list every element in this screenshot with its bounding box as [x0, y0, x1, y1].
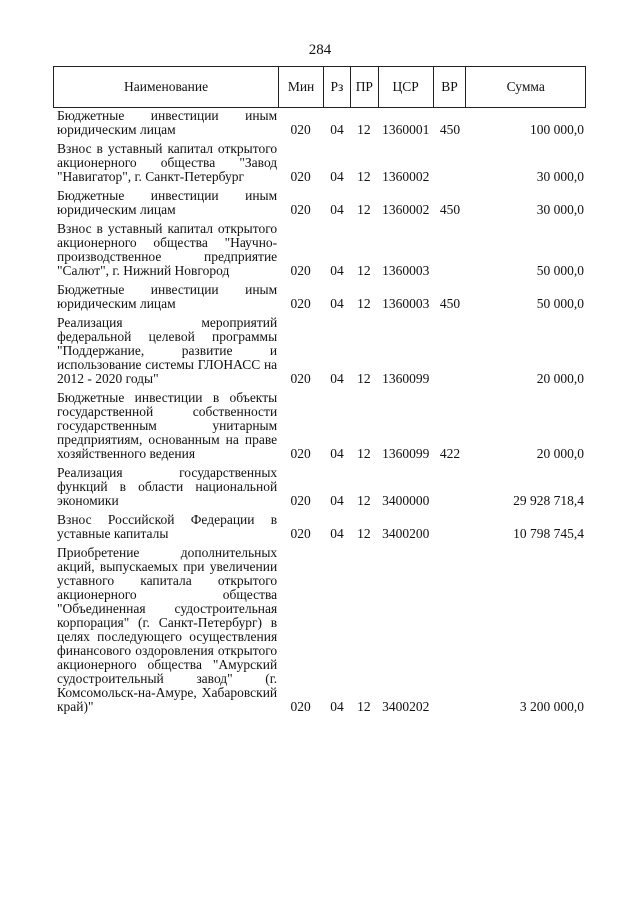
cell-pr: 12: [357, 202, 371, 217]
cell-rz: 04: [330, 202, 344, 217]
table-row: [53, 391, 586, 461]
cell-min: 020: [290, 446, 311, 461]
header-rz: Рз: [323, 67, 350, 107]
cell-min: 020: [290, 202, 311, 217]
cell-sum: 100 000,0: [530, 122, 584, 137]
cell-csr: 1360001: [382, 122, 430, 137]
header-csr: ЦСР: [378, 67, 433, 107]
cell-rz: 04: [330, 169, 344, 184]
cell-sum: 20 000,0: [536, 446, 584, 461]
table-row: [53, 222, 586, 278]
table-header: [53, 66, 586, 108]
cell-pr: 12: [357, 122, 371, 137]
cell-min: 020: [290, 263, 311, 278]
cell-sum: 3 200 000,0: [519, 699, 584, 714]
budget-table: [53, 66, 586, 719]
cell-min: 020: [290, 122, 311, 137]
cell-min: 020: [290, 493, 311, 508]
table-row: [53, 283, 586, 311]
table-row: [53, 189, 586, 217]
cell-name: Бюджетные инвестиции в объекты государственной собственности государственным унитарным предприятиям, основанным на праве хозяйственного ведения: [57, 390, 278, 461]
cell-vr: 450: [439, 296, 461, 311]
cell-pr: 12: [357, 446, 371, 461]
table-row: [53, 142, 586, 184]
cell-name: Взнос Российской Федерации в уставные капиталы: [57, 512, 278, 541]
header-min: Мин: [278, 67, 323, 107]
table-row: [53, 466, 586, 508]
cell-pr: 12: [357, 493, 371, 508]
cell-pr: 12: [357, 699, 371, 714]
cell-pr: 12: [357, 526, 371, 541]
header-sum: Сумма: [465, 67, 585, 107]
cell-pr: 12: [357, 169, 371, 184]
cell-rz: 04: [330, 446, 344, 461]
cell-rz: 04: [330, 122, 344, 137]
cell-name: Приобретение дополнительных акций, выпускаемых при увеличении уставного капитала открытого акционерного общества "Объединенная судостроительная корпорация" (г. Санкт-Петербург) в целях последующего осуществления финансового оздоровления открытого акционерного общества "Амурский судостроительный завод" (г. Комсомольск-на-Амуре, Хабаровский край)": [57, 545, 278, 714]
cell-min: 020: [290, 371, 311, 386]
cell-vr: 450: [439, 122, 461, 137]
cell-min: 020: [290, 296, 311, 311]
header-pr: ПР: [350, 67, 378, 107]
cell-min: 020: [290, 699, 311, 714]
cell-rz: 04: [330, 263, 344, 278]
cell-name: Бюджетные инвестиции иным юридическим лицам: [57, 282, 278, 311]
cell-csr: 1360002: [382, 169, 430, 184]
header-name: Наименование: [124, 79, 209, 94]
cell-csr: 3400200: [382, 526, 430, 541]
cell-csr: 3400000: [382, 493, 430, 508]
page-number: 284: [308, 42, 332, 58]
header-vr: ВР: [433, 67, 466, 107]
cell-name: Взнос в уставный капитал открытого акционерного общества "Завод "Навигатор", г. Санкт-Петербург: [57, 141, 278, 184]
cell-sum: 30 000,0: [536, 202, 584, 217]
table-row: [53, 316, 586, 386]
cell-sum: 50 000,0: [536, 296, 584, 311]
cell-name: Реализация государственных функций в области национальной экономики: [57, 465, 278, 508]
cell-vr: 450: [439, 202, 461, 217]
cell-csr: 1360003: [382, 263, 430, 278]
cell-rz: 04: [330, 371, 344, 386]
cell-name: Бюджетные инвестиции иным юридическим лицам: [57, 108, 278, 137]
cell-csr: 1360002: [382, 202, 430, 217]
cell-rz: 04: [330, 526, 344, 541]
table-row: [53, 513, 586, 541]
cell-sum: 29 928 718,4: [513, 493, 584, 508]
cell-name: Реализация мероприятий федеральной целевой программы "Поддержание, развитие и использование системы ГЛОНАСС на 2012 - 2020 годы": [57, 315, 278, 386]
cell-sum: 50 000,0: [536, 263, 584, 278]
cell-rz: 04: [330, 296, 344, 311]
table-row: [53, 109, 586, 137]
cell-sum: 20 000,0: [536, 371, 584, 386]
table-body: [53, 109, 586, 714]
cell-rz: 04: [330, 699, 344, 714]
cell-min: 020: [290, 526, 311, 541]
cell-csr: 1360003: [382, 296, 430, 311]
table-row: [53, 546, 586, 714]
cell-pr: 12: [357, 371, 371, 386]
cell-name: Взнос в уставный капитал открытого акционерного общества "Научно-производственное предприятие "Салют", г. Нижний Новгород: [57, 221, 278, 278]
cell-min: 020: [290, 169, 311, 184]
cell-sum: 30 000,0: [536, 169, 584, 184]
cell-csr: 1360099: [382, 371, 430, 386]
cell-sum: 10 798 745,4: [513, 526, 584, 541]
cell-csr: 1360099: [382, 446, 430, 461]
cell-csr: 3400202: [382, 699, 430, 714]
cell-rz: 04: [330, 493, 344, 508]
cell-pr: 12: [357, 296, 371, 311]
cell-vr: 422: [439, 446, 461, 461]
cell-pr: 12: [357, 263, 371, 278]
cell-name: Бюджетные инвестиции иным юридическим лицам: [57, 188, 278, 217]
